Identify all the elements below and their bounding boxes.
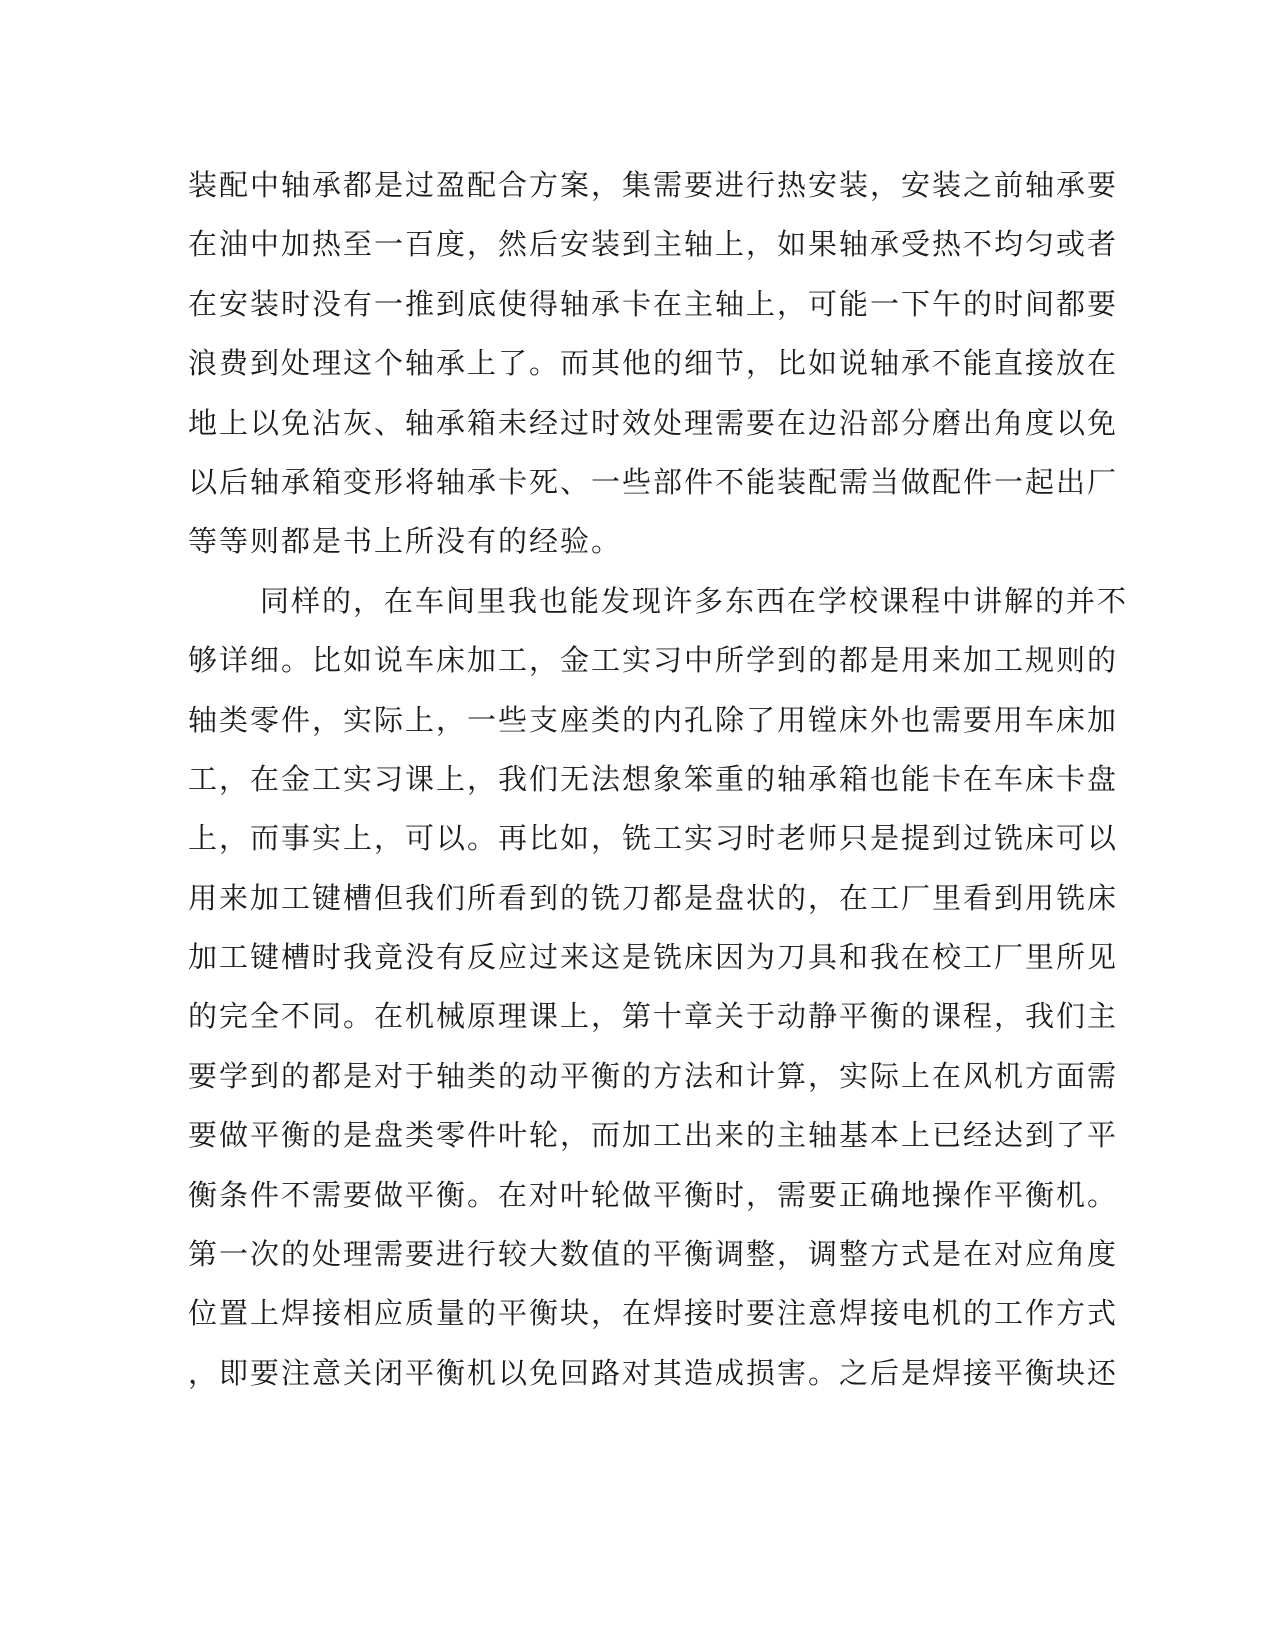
- text-line: 要学到的都是对于轴类的动平衡的方法和计算，实际上在风机方面需: [188, 1058, 1119, 1093]
- text-line: 够详细。比如说车床加工，金工实习中所学到的都是用来加工规则的: [188, 643, 1119, 678]
- text-line: 衡条件不需要做平衡。在对叶轮做平衡时，需要正确地操作平衡机。: [188, 1177, 1119, 1212]
- text-line: 用来加工键槽但我们所看到的铣刀都是盘状的，在工厂里看到用铣床: [188, 880, 1119, 915]
- paragraph-1: [188, 156, 1119, 572]
- text-line: 位置上焊接相应质量的平衡块，在焊接时要注意焊接电机的工作方式: [188, 1296, 1119, 1331]
- text-line: 地上以免沾灰、轴承箱未经过时效处理需要在边沿部分磨出角度以免: [188, 405, 1119, 440]
- paragraph-2: [188, 572, 1129, 1403]
- text-line: ，即要注意关闭平衡机以免回路对其造成损害。之后是焊接平衡块还: [188, 1355, 1119, 1390]
- text-line: 在油中加热至一百度，然后安装到主轴上，如果轴承受热不均匀或者: [188, 227, 1119, 262]
- text-line: 轴类零件，实际上，一些支座类的内孔除了用镗床外也需要用车床加: [188, 702, 1119, 737]
- text-line: 的完全不同。在机械原理课上，第十章关于动静平衡的课程，我们主: [188, 999, 1119, 1034]
- text-line: 要做平衡的是盘类零件叶轮，而加工出来的主轴基本上已经达到了平: [188, 1118, 1119, 1153]
- document-body: [188, 156, 1129, 1403]
- text-line: 浪费到处理这个轴承上了。而其他的细节，比如说轴承不能直接放在: [188, 346, 1119, 381]
- text-line: 同样的，在车间里我也能发现许多东西在学校课程中讲解的并不: [260, 583, 1129, 618]
- text-line: 工，在金工实习课上，我们无法想象笨重的轴承箱也能卡在车床卡盘: [188, 761, 1119, 796]
- text-line: 加工键槽时我竟没有反应过来这是铣床因为刀具和我在校工厂里所见: [188, 940, 1119, 975]
- text-line: 上，而事实上，可以。再比如，铣工实习时老师只是提到过铣床可以: [188, 821, 1119, 856]
- text-line: 第一次的处理需要进行较大数值的平衡调整，调整方式是在对应角度: [188, 1237, 1119, 1272]
- text-line: 在安装时没有一推到底使得轴承卡在主轴上，可能一下午的时间都要: [188, 286, 1119, 321]
- text-line: 装配中轴承都是过盈配合方案，集需要进行热安装，安装之前轴承要: [188, 168, 1119, 202]
- text-line: 等等则都是书上所没有的经验。: [188, 524, 623, 559]
- text-line: 以后轴承箱变形将轴承卡死、一些部件不能装配需当做配件一起出厂: [188, 464, 1119, 499]
